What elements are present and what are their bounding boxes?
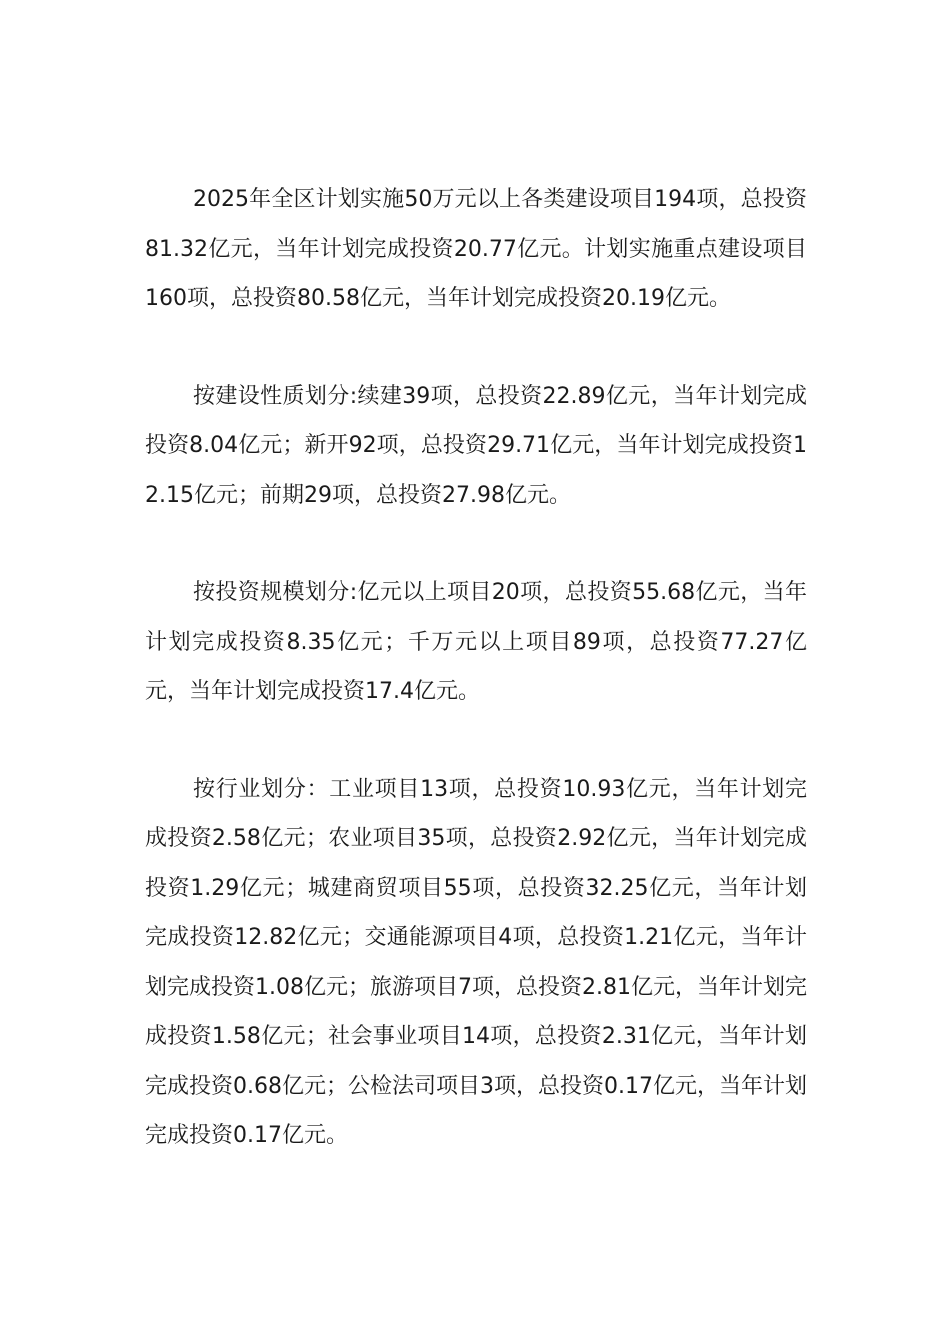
- paragraph-by-construction-type: 按建设性质划分:续建39项，总投资22.89亿元，当年计划完成投资8.04亿元；新开92项，总投资29.71亿元，当年计划完成投资12.15亿元；前期29项，总投资27.98亿元。: [145, 383, 807, 508]
- paragraph-by-investment-scale: 按投资规模划分:亿元以上项目20项，总投资55.68亿元，当年计划完成投资8.35亿元；千万元以上项目89项，总投资77.27亿元，当年计划完成投资17.4亿元。: [145, 580, 807, 704]
- paragraph-by-industry: 按行业划分：工业项目13项，总投资10.93亿元，当年计划完成投资2.58亿元；农业项目35项，总投资2.92亿元，当年计划完成投资1.29亿元；城建商贸项目55项，总投资32.25亿元，当年计划完成投资12.82亿元；交通能源项目4项，总投资1.21亿元，当年计划完成投资1.08亿元；旅游项目7项，总投资2.81亿元，当年计划完成投资1.58亿元；社会事业项目14项，总投资2.31亿元，当年计划完成投资0.68亿元；公检法司项目3项，总投资0.17亿元，当年计划完成投资0.17亿元。: [145, 776, 807, 1148]
- paragraph-overview: 2025年全区计划实施50万元以上各类建设项目194项，总投资81.32亿元，当年计划完成投资20.77亿元。计划实施重点建设项目160项，总投资80.58亿元，当年计划完成投资20.19亿元。: [145, 187, 807, 311]
- document-body: [145, 175, 807, 1161]
